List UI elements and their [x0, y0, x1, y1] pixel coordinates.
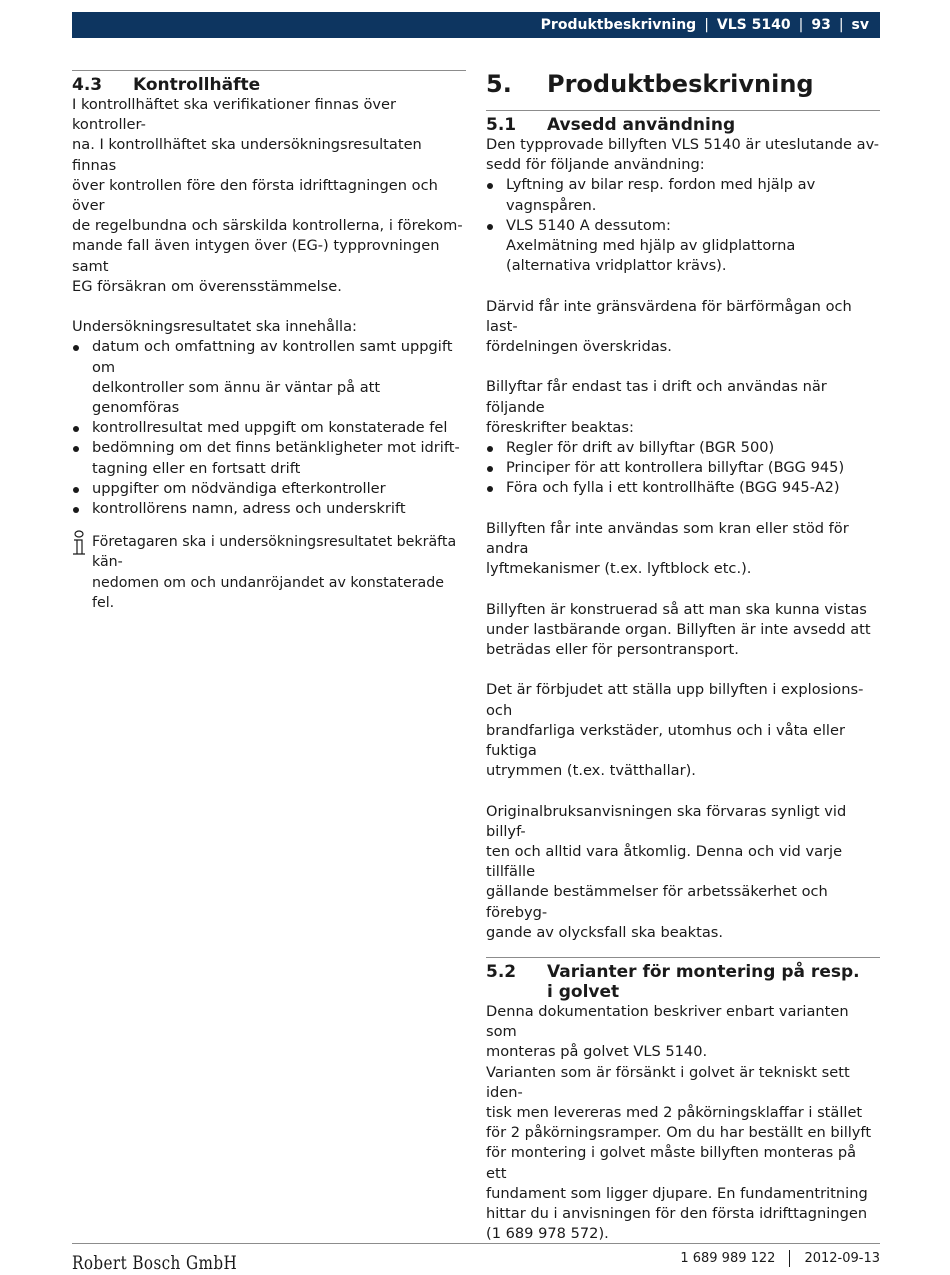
rules-list	[486, 438, 880, 499]
text-line: hittar du i anvisningen för den första idrifttagningen	[486, 1205, 868, 1223]
section-title	[547, 962, 880, 1002]
note-text	[92, 532, 466, 613]
text-line: över kontrollen före den första idrifttagningen och över	[72, 176, 438, 215]
document-date: 2012-09-13	[804, 1251, 880, 1266]
text-line: Varianten som är försänkt i golvet är tekniskt sett iden-	[486, 1063, 850, 1101]
chapter-number: 5.	[486, 70, 512, 98]
list-item: Principer för att kontrollera billyftar (BGG 945)	[486, 458, 880, 478]
text-line: de regelbundna och särskilda kontrollerna, i förekom-	[72, 217, 463, 235]
text-line: Billyftar får endast tas i drift och användas när följande	[486, 378, 827, 416]
text-line: mande fall även intygen över (EG-) typprovningen samt	[72, 237, 440, 275]
text-line: Billyften är konstruerad så att man ska kunna vistas	[486, 600, 867, 618]
text-line: brandfarliga verkstäder, utomhus och i våta eller fuktiga	[486, 721, 845, 760]
paragraph-intro	[486, 135, 880, 175]
text-line: utrymmen (t.ex. tvätthallar).	[486, 762, 696, 780]
text-line: lyftmekanismer (t.ex. lyftblock etc.).	[486, 560, 752, 578]
text-line: ten och alltid vara åtkomlig. Denna och vid varje tillfälle	[486, 843, 843, 881]
section-number: 4.3	[72, 75, 103, 95]
section-rule	[486, 110, 880, 111]
header-language: sv	[851, 17, 869, 33]
text-line: Originalbruksanvisningen ska förvaras synligt vid billyf-	[486, 802, 847, 840]
text-line: sedd för följande användning:	[486, 156, 705, 174]
left-column	[72, 70, 466, 613]
header-separator: |	[704, 17, 709, 33]
text-line: datum och omfattning av kontrollen samt uppgift om	[92, 338, 453, 376]
footer-rule	[72, 1243, 880, 1244]
header-separator: |	[838, 17, 844, 33]
section-title: Kontrollhäfte	[133, 75, 261, 95]
use-list	[486, 175, 880, 276]
text-line: Denna dokumentation beskriver enbart varianten som	[486, 1003, 849, 1041]
footer-info	[680, 1250, 880, 1267]
paragraph-intro	[72, 95, 466, 297]
text-line: för 2 påkörningsramper. Om du har beställt en billyft	[486, 1124, 872, 1142]
results-list	[72, 337, 466, 519]
chapter-title: Produktbeskrivning	[547, 70, 814, 98]
title-line: i golvet	[547, 982, 620, 1003]
text-line: Axelmätning med hjälp av glidplattorna	[506, 237, 796, 255]
footer-divider	[789, 1250, 790, 1267]
text-line: monteras på golvet VLS 5140.	[486, 1043, 708, 1061]
paragraph-manual	[486, 802, 880, 943]
list-item	[72, 479, 466, 499]
section-heading-5-2	[486, 962, 880, 1002]
list-item	[72, 438, 466, 478]
paragraph-forbidden	[486, 680, 880, 781]
right-column	[486, 70, 880, 1244]
header-model: VLS 5140	[716, 17, 791, 33]
text-line: föreskrifter beaktas:	[486, 418, 634, 436]
results-lead: Undersökningsresultatet ska innehålla:	[72, 318, 357, 336]
page-header	[72, 12, 880, 38]
section-rule	[72, 70, 466, 71]
info-icon	[72, 532, 92, 560]
paragraph-construct	[486, 600, 880, 661]
list-item	[72, 337, 466, 418]
section-number: 5.2	[486, 962, 517, 983]
header-section: Produktbeskrivning	[540, 17, 697, 33]
text-line: bedömning om det finns betänkligheter mot idrift-	[92, 439, 460, 457]
text-line: VLS 5140 A dessutom:	[506, 216, 671, 234]
list-item	[486, 175, 880, 215]
text-line: tagning eller en fortsatt drift	[92, 459, 301, 477]
list-item	[486, 216, 880, 277]
text-line: gande av olycksfall ska beaktas.	[486, 923, 724, 941]
paragraph-crane	[486, 519, 880, 580]
text-line: Därvid får inte gränsvärdena för bärförmågan och last-	[486, 297, 852, 335]
text-line: Billyften får inte användas som kran eller stöd för andra	[486, 519, 849, 558]
document-number: 1 689 989 122	[680, 1251, 776, 1266]
list-item	[72, 418, 466, 438]
section-title: Avsedd användning	[547, 115, 736, 135]
text-line: tisk men levereras med 2 påkörningsklaffar i stället	[486, 1104, 863, 1122]
section-rule	[486, 957, 880, 958]
text-line: EG försäkran om överensstämmelse.	[72, 277, 342, 295]
text-line: för montering i golvet måste billyften monteras på ett	[486, 1144, 857, 1182]
text-line: Det är förbjudet att ställa upp billyften i explosions- och	[486, 681, 864, 719]
text-line: fundament som ligger djupare. En fundamentritning	[486, 1184, 868, 1202]
title-line: Varianter för montering på resp.	[547, 962, 860, 983]
chapter-heading	[486, 70, 880, 98]
info-note	[72, 532, 466, 613]
section-heading-5-1	[486, 115, 880, 135]
paragraph-doc	[486, 1002, 880, 1063]
list-item: Regler för drift av billyftar (BGR 500)	[486, 438, 880, 458]
text-line: beträdas eller för persontransport.	[486, 641, 739, 659]
text-line: nedomen om och undanröjandet av konstaterade fel.	[92, 574, 444, 611]
text-line: under lastbärande organ. Billyften är inte avsedd att	[486, 620, 871, 638]
text-line: gällande bestämmelser för arbetssäkerhet och förebyg-	[486, 883, 828, 921]
company-logo: Robert Bosch GmbH	[72, 1252, 238, 1274]
text-line: I kontrollhäftet ska verifikationer finnas över kontroller-	[72, 96, 396, 134]
list-item: Föra och fylla i ett kontrollhäfte (BGG 945-A2)	[486, 478, 880, 498]
text-line: kontrollresultat med uppgift om konstaterade fel	[92, 419, 448, 437]
paragraph-variant	[486, 1063, 880, 1245]
text-line: kontrollörens namn, adress och underskrift	[92, 500, 406, 518]
header-page-number: 93	[811, 17, 831, 33]
section-heading-4-3	[72, 75, 466, 95]
text-line: vagnspåren.	[506, 196, 597, 214]
text-line: (alternativa vridplattor krävs).	[506, 257, 727, 275]
text-line: Företagaren ska i undersökningsresultatet bekräfta kän-	[92, 534, 457, 571]
text-line: uppgifter om nödvändiga efterkontroller	[92, 479, 386, 497]
text-line: fördelningen överskridas.	[486, 338, 672, 356]
paragraph-rules-lead	[486, 377, 880, 438]
text-line: Den typprovade billyften VLS 5140 är uteslutande av-	[486, 136, 880, 153]
header-separator: |	[798, 17, 804, 33]
paragraph-limits	[486, 297, 880, 358]
text-line: na. I kontrollhäftet ska undersökningsresultaten finnas	[72, 136, 422, 174]
list-item	[72, 499, 466, 519]
text-line: Lyftning av bilar resp. fordon med hjälp av	[506, 176, 816, 194]
text-line: (1 689 978 572).	[486, 1225, 609, 1243]
text-line: delkontroller som ännu är väntar på att genomföras	[92, 378, 381, 417]
section-number: 5.1	[486, 115, 517, 135]
